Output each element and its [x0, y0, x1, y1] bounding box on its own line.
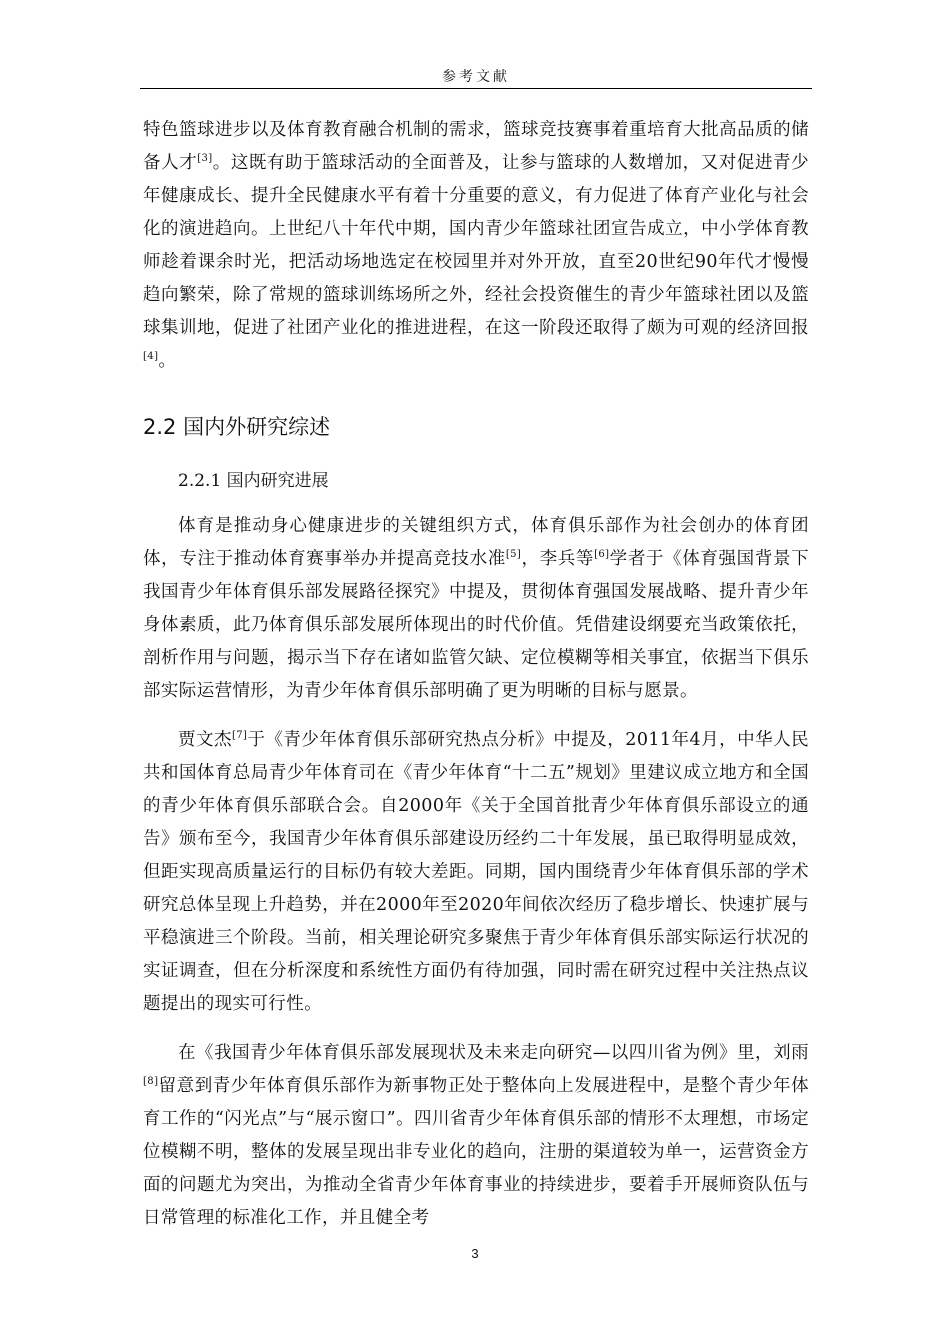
- paragraph-text: 体育是推动身心健康进步的关键组织方式，体育俱乐部作为社会创办的体育团体，专注于推动体育赛事举办并提高竞技水准: [143, 516, 809, 569]
- section-heading: 2.2 国内外研究综述: [143, 415, 331, 439]
- paragraph-text: 在《我国青少年体育俱乐部发展现状及未来走向研究—以四川省为例》里，刘雨: [178, 1043, 809, 1063]
- citation-marker: [7]: [231, 730, 248, 742]
- page-body: [143, 114, 809, 1235]
- header-divider: [140, 88, 812, 89]
- paragraph-text: 。这既有助于篮球活动的全面普及，让参与篮球的人数增加，又对促进青少年健康成长、提升全民健康水平有着十分重要的意义，有力促进了体育产业化与社会化的演进趋向。上世纪八十年代中期，国内青少年篮球社团宣告成立，中小学体育教师趁着课余时光，把活动场地选定在校园里并对外开放，直至20世纪90年代才慢慢趋向繁荣，除了常规的篮球训练场所之外，经社会投资催生的青少年篮球社团以及篮球集训地，促进了社团产业化的推进进程，在这一阶段还取得了颇为可观的经济回报: [143, 153, 809, 338]
- body-paragraph: [143, 724, 809, 1021]
- citation-marker: [6]: [594, 549, 610, 561]
- page-number: 3: [471, 1246, 479, 1261]
- citation-marker: [3]: [197, 153, 213, 165]
- paragraph-text: ，李兵等: [521, 549, 595, 569]
- citation-marker: [4]: [143, 351, 159, 363]
- body-paragraph: [143, 510, 809, 708]
- citation-marker: [8]: [143, 1076, 159, 1088]
- paragraph-text: 贾文杰: [178, 730, 232, 750]
- subsection-heading: 2.2.1 国内研究进展: [178, 471, 329, 491]
- paragraph-text: 于《青少年体育俱乐部研究热点分析》中提及，2011年4月，中华人民共和国体育总局青少年体育司在《青少年体育“十二五”规划》里建议成立地方和全国的青少年体育俱乐部联合会。自2000年《关于全国首批青少年体育俱乐部设立的通告》颁布至今，我国青少年体育俱乐部建设历经约二十年发展，虽已取得明显成效，但距实现高质量运行的目标仍有较大差距。同期，国内围绕青少年体育俱乐部的学术研究总体呈现上升趋势，并在2000年至2020年间依次经历了稳步增长、快速扩展与平稳演进三个阶段。当前，相关理论研究多聚焦于青少年体育俱乐部实际运行状况的实证调查，但在分析深度和系统性方面仍有待加强，同时需在研究过程中关注热点议题提出的现实可行性。: [143, 730, 809, 1014]
- body-paragraph: [143, 114, 809, 378]
- running-header: 参考文献: [442, 69, 510, 85]
- paragraph-text: 。: [158, 351, 177, 371]
- body-paragraph: [143, 1037, 809, 1235]
- citation-marker: [5]: [505, 549, 522, 561]
- paragraph-text: 特色篮球进步以及体育教育融合机制的需求，篮球竞技赛事着重培育大批高品质的储备人才: [143, 120, 809, 173]
- paragraph-text: 学者于《体育强国背景下我国青少年体育俱乐部发展路径探究》中提及，贯彻体育强国发展战略、提升青少年身体素质，此乃体育俱乐部发展所体现出的时代价值。凭借建设纲要充当政策依托，剖析作用与问题，揭示当下存在诸如监管欠缺、定位模糊等相关事宜，依据当下俱乐部实际运营情形，为青少年体育俱乐部明确了更为明晰的目标与愿景。: [143, 549, 810, 701]
- paragraph-text: 留意到青少年体育俱乐部作为新事物正处于整体向上发展进程中，是整个青少年体育工作的“闪光点”与“展示窗口”。四川省青少年体育俱乐部的情形不太理想，市场定位模糊不明，整体的发展呈现出非专业化的趋向，注册的渠道较为单一，运营资金方面的问题尤为突出，为推动全省青少年体育事业的持续进步，要着手开展师资队伍与日常管理的标准化工作，并且健全考: [143, 1076, 809, 1228]
